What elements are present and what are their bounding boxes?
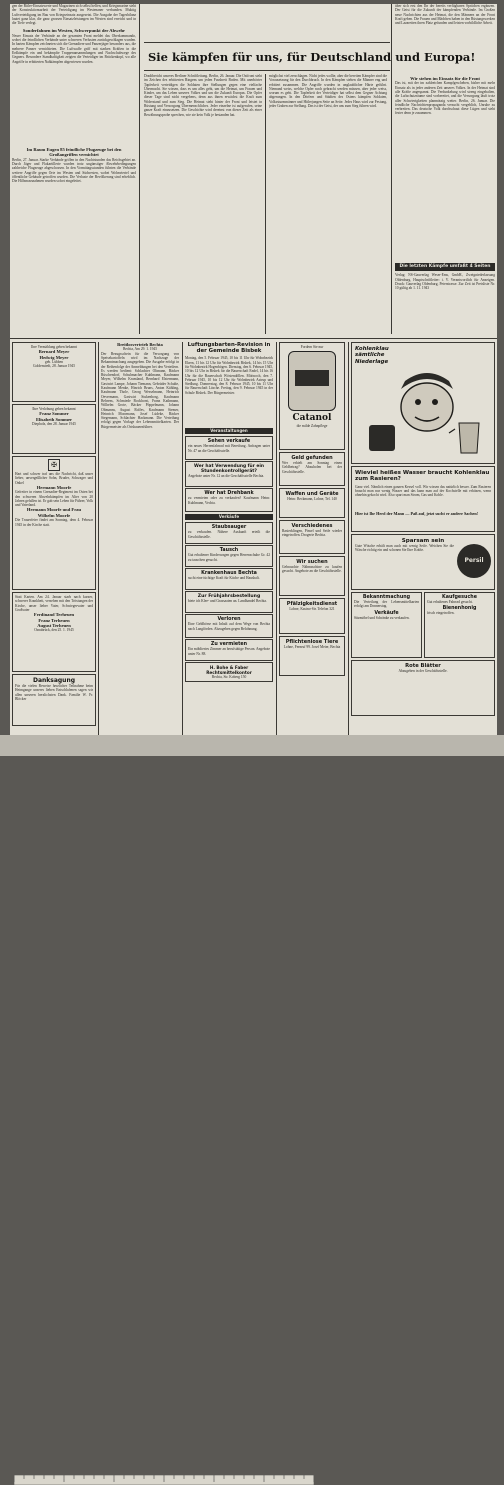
column-divider xyxy=(391,4,392,334)
ad-title: Krankenhaus Bechta xyxy=(201,571,257,577)
persil-logo: Persil xyxy=(457,544,491,578)
notice-place-date: Goldenstedt, 28. Januar 1945 xyxy=(32,364,76,369)
ad-text: frisch eingetroffen. xyxy=(427,611,455,616)
ad-title: Rote Blätter xyxy=(405,663,441,669)
marriage-notice xyxy=(12,342,96,402)
classified-ad xyxy=(185,662,273,682)
classified-ad xyxy=(424,592,495,658)
ad-text: Heinr. Beckmann, Lohne, Tel. 140 xyxy=(287,497,337,501)
column-1-heading-2: Im Raum Eugen 85 feindliche Flugzeuge bei den Großangriffen vernichtet xyxy=(26,146,122,158)
column-4-heading: Wir stehen im Einsatz für die Front xyxy=(410,76,480,81)
classified-ad xyxy=(185,461,273,487)
bride-name: Hedwig Meyer xyxy=(39,354,69,360)
top-column-4 xyxy=(395,4,495,334)
top-column-2 xyxy=(144,74,262,334)
ad-title: Zur Frühjahrsbestellung xyxy=(197,594,261,600)
ad-intro: Fordern Sie nur xyxy=(300,345,324,349)
ad-title: Waffen und Geräte xyxy=(285,491,339,497)
mourner-name: Franz Terheuen xyxy=(38,617,70,623)
classified-ad xyxy=(279,598,345,634)
ad-title: Wir suchen xyxy=(296,559,328,565)
ad-title: H. Bohe & Faber Rechtsmittelkontor xyxy=(206,665,252,676)
column-divider xyxy=(98,342,99,735)
engagement-notice xyxy=(12,404,96,454)
notice-text: Statt Karten. Am 24. Januar starb nach kurzer, schwerer Krankheit, versehen mit den Tröstungen der Kirche, unser lieber Vater, Schwiegervater und Großvater xyxy=(15,595,93,612)
groom-name: Bernard Meyer xyxy=(38,349,70,355)
bride-maiden: geb. Lübben xyxy=(45,360,63,365)
classified-ad xyxy=(185,488,273,512)
column-1-heading: Sonderfahnen im Westen, Schwerpunkt der Abwehr xyxy=(22,28,126,34)
announcement-body: Der Bezugsschein für die Versorgung von Speisekartoffeln wird im Nachzuge der Bekanntmachung ausgegeben. Die Ausgabe erfolgt in der Reihenfolge der Anmeldungen bei den Verteilern. Es werden bedient: Schlachter Oltmann, Bäcker Rüschendorf, Schuhmacher Kuhlmann, Kaufmann Meyer, Wilhelm Krumland, Bernhard Elstermann, Gastwirt Lampe, Johann Tiemann, Gebrüder Schulte, Kaufmann Menke, Hinrich Bruns, Anton Kühling, Kaufmann Thole, Georg Wesselmann, Heinrich Oevermann, Gastwirt Stukenborg, Kaufmann Behrens, Schmiede Bockhorst, Franz Kathmann, Wilhelm Grote, Bäcker Pöppelmann, Johann Oltmanns, August Rolfes, Kaufmann Siemer, Heinrich Moormann, Josef Lüdeke, Bäcker Stegemann, Schlachter Hackmann. Die Verteilung erfolgt gegen Vorlage der Lebensmittelkarten. Der Bürgermeister als Ortsbauernführer. xyxy=(101,351,179,429)
ad-title: Staubsauger xyxy=(211,525,247,531)
ad-text: Gebrauchte Nähmaschine zu kaufen gesucht. Angebote an die Geschäftsstelle. xyxy=(282,565,342,574)
family-notices-column xyxy=(12,342,96,732)
classified-ad xyxy=(279,556,345,596)
kohlenklau-cartoon-illustration xyxy=(355,367,491,459)
ad-text: Gut erhaltener Kinderwagen gegen Herrenschuhe Gr. 42 zu tauschen gesucht. xyxy=(188,553,270,562)
classified-ad xyxy=(351,592,422,658)
column-3-body: möglichst viel zerschlagen. Nicht jedes wollte, aber die bereiten Kämpfer sind die Vorausetzung für den Durchbruch. In den Kämpfen stehen die Männer eng und erbittert zusammen. Die Angriffe wurden in unglaublicher Härte geführt. Niemand weiss, welche Opfer noch gebracht werden müssen, aber jeder weiss, worum es geht. Die Tapferkeit der Verteidiger hat selbst dem Gegner Achtung abgerungen. In den Dörfern und Städten des Ostens kämpfen Soldaten, Volkssturmmänner und Hitlerjungen Seite an Seite. Jedes Haus wird zur Festung, jeder Graben zur Stellung. Das ist der Geist, der uns zum Sieg führen wird. xyxy=(269,74,387,109)
ad-text: Bechta, Str. Koberg 150 xyxy=(211,675,247,680)
water-kettle-icon xyxy=(459,423,479,453)
newspaper-page xyxy=(10,4,497,735)
ad-title: Wer hat Drehbank xyxy=(204,491,254,497)
classified-ad xyxy=(351,660,495,716)
cartoon-eye xyxy=(415,399,421,405)
column-divider xyxy=(348,342,349,735)
ad-text: Angebote unter Nr. 12 an die Geschäftsstelle Bechta. xyxy=(188,474,265,479)
notices-column xyxy=(185,342,273,732)
classified-ad xyxy=(185,591,273,613)
notice-title: Luftungsbarten-Revision in der Gemeinde Bisbek xyxy=(187,342,271,355)
classified-ad xyxy=(185,545,273,567)
classified-ad xyxy=(185,522,273,544)
catanol-ad xyxy=(279,342,345,450)
ad-title: Kaufgesuche xyxy=(442,595,477,600)
ad-title: Verkäufe xyxy=(374,610,399,616)
coal-sack-icon xyxy=(369,425,395,451)
mourner-name: Hermann Moorfe und Frau xyxy=(26,507,82,513)
headline-bottom-rule xyxy=(144,70,390,71)
classified-ad xyxy=(185,436,273,460)
person-name: Elisabeth Sommer xyxy=(35,416,73,422)
ad-text: Lohne, Kasino-Str. Telefon 321 xyxy=(289,607,335,611)
ad-title: Geld gefunden xyxy=(291,455,333,461)
ad-text: Wer erhielt am Sonntag einen Geldbetrag? Abzuholen bei der Geschäftsstelle. xyxy=(282,461,342,474)
headline-top-rule xyxy=(144,42,390,43)
imprint: Verlag: NS-Gauverlag Weser-Ems, GmbH., Zweigniederlassung Oldenburg. Hauptschriftleiter: i. V. Verantwortlich für Anzeigen. Druck: Gauverlag Oldenburg, Peterstrasse. Zur Zeit ist Preisliste Nr. 10 gültig ab 1. 11. 1943 xyxy=(395,273,495,291)
ad-text: Eine Geldbörse mit Inhalt auf dem Wege von Bechta nach Langförden. Abzugeben gegen Belohnung. xyxy=(188,622,270,631)
column-divider xyxy=(182,342,183,735)
page-count-banner: Die letzten Kämpfe umfaßt 4 Seiten xyxy=(395,263,495,271)
ad-text: Ganz viel. Nämlich einen ganzen Kessel voll. Wir wissen das natürlich besser. Zum Rasieren braucht man nur wenig Wasser und das kann man auf der Kochstelle mit erhitzen, wenn ohnehin gekocht wird. Also spart man Strom, Gas und Kohle. xyxy=(355,484,491,498)
ad-title: Sehen verkaufe xyxy=(207,439,251,445)
classified-ad xyxy=(185,614,273,638)
ad-title: Verloren xyxy=(217,617,241,623)
notice-place-date: Diepholz, den 28. Januar 1945 xyxy=(32,422,76,427)
classified-ad xyxy=(279,488,345,518)
ad-text: Abzugeben in der Geschäftsstelle. xyxy=(398,669,448,673)
column-divider xyxy=(265,74,266,334)
ad-slogan: Hier ist Ihr Herd der Mann — Paß auf, jetzt sucht er andere Sachen! xyxy=(355,510,479,516)
person-name: Franz Sommer xyxy=(39,411,69,417)
ad-text: biete ich Klee- und Grassaaten an. Landhandel Bechta. xyxy=(188,599,267,604)
toothpaste-tube-icon xyxy=(288,351,336,411)
thanks-text: Für die vielen Beweise herzlicher Teilnahme beim Heimgange unseres lieben Entschlafenen sagen wir allen unseren herzlichsten Dank. Familie W. Fr. Blöcker xyxy=(15,684,93,701)
mourner-name: Wilhelm Moorfe xyxy=(37,512,71,518)
persil-ad xyxy=(351,534,495,590)
column-4-body: über sich erst den Ihr der bereits verfügbaren Sprüchen ergänzen. Der Geist für die Zukunft der kämpfenden Verbände. Im Großen neue Nachrichten aus der Heimat, die den Männern an der Front Kraft geben. Die Frauen und Mädchen haben in den Rüstungswerken und Lazaretten ihren Platz gefunden und leisten vorbildliche Arbeit. xyxy=(395,4,495,26)
ad-title: Wer hat Verwendung für ein Stundenkontrollgerät? xyxy=(194,464,264,475)
classified-ad xyxy=(185,639,273,661)
events-header: Veranstaltungen xyxy=(185,428,273,434)
ad-text: Gut erhaltenes Fahrrad gesucht. xyxy=(427,600,473,604)
mourner-name: August Terheuen xyxy=(37,623,71,628)
scan-footer-strip xyxy=(0,735,504,756)
cartoon-face xyxy=(401,383,453,431)
notice-text: Hart und schwer traf uns die Nachricht, daß unser lieber, unvergeßlicher Sohn, Bruder, Schwager und Onkel xyxy=(15,472,93,485)
ad-text: Gute Wäsche erhält man auch mit wenig Seife. Weichen Sie die Wäsche richtig ein und schonen Sie Ihre Kräfte. xyxy=(355,544,454,553)
notice-text: Gefreiter in einem Grenadier-Regiment im Osten bei den schweren Abwehrkämpfen im Alter von 20 Jahren gefallen ist. Er gab sein Leben für Führer, Volk und Vaterland. xyxy=(15,490,93,508)
deceased-name: Ferdinand Terheuen xyxy=(33,612,75,618)
ads-column xyxy=(279,342,345,732)
right-ads-column xyxy=(351,342,495,732)
classified-ad xyxy=(185,568,273,590)
ad-text: Die Verteilung der Lebensmittelkarten erfolgt am Donnerstag. xyxy=(354,600,419,609)
kohlenklau-ad xyxy=(351,342,495,464)
column-2-body: Dradtbericht unseres Berliner Schriftleitung. Berlin, 26. Januar. Die Ostfront steht im Zeichen des erbitterten Ringens um jeden Fussbreit Boden. Mit unerhörter Tapferkeit verteidigen die Soldaten ihre Stellungen gegen eine vielfache Übermacht. Sie wissen, dass es um alles geht, um die Heimat, um Frauen und Kinder, um das Leben unseres Volkes und um die Zukunft Europas. Die Opfer dieser Tage sind nicht vergebens, denn aus ihnen erwächst die Kraft zum Widerstand und zum Sieg. Die Heimat steht hinter der Front und leistet in Rüstung und Versorgung Übermenschliches. Jeder einzelne ist aufgerufen, seine ganze Kraft einzusetzen. Die Geschichte wird dereinst von dieser Zeit als einer Bewährungsprobe sprechen, wie sie kein Volk je bestanden hat. xyxy=(144,74,262,117)
ad-title: Bekanntmachung xyxy=(362,595,411,600)
ad-text: ein neues Herrenfahrrad mit Bereifung. Anfragen unter Nr. 47 an die Geschäftsstelle. xyxy=(188,444,270,453)
death-notice-2 xyxy=(12,592,96,672)
classified-ad xyxy=(279,452,345,486)
ad-title: Sparsam sein xyxy=(401,538,445,544)
classified-ad xyxy=(279,520,345,554)
ad-title: Pflichtenlose Tiere xyxy=(285,639,339,645)
ad-title: Bienenhonig xyxy=(442,606,477,612)
notice-place-date: Osnabrück, den 25. 1. 1945 xyxy=(34,628,74,633)
announcement-date: Bechta, Am 29. 1. 1945 xyxy=(122,347,158,352)
notice-text: Die Trauerfeier findet am Sonntag, dem 4. Februar 1945 in der Kirche statt. xyxy=(15,518,93,527)
ad-text: Sitzmöbel und Schränke zu verkaufen. xyxy=(354,615,410,620)
ad-text: sucht eine tüchtige Kraft für Küche und Haushalt. xyxy=(188,576,260,581)
column-1-body: Neuer Einsatz der Verbände an der gesamten Front meldet das Oberkommando, wobei die feindlichen Verbände unter schweren Verlusten zurückgeschlagen wurden. In harten Kämpfen zeichneten sich die Grenadiere und Panzerjäger besonders aus, die mehrere Panzer vernichteten. Die Luftwaffe griff mit starken Kräften in die Erdkämpfe ein und bekämpfte Truppenansammlungen und Nachschubwege des Gegners. Besondere Standhaftigkeit zeigten die Verteidiger im Brückenkopf, wo alle Angriffe in erbitterten Nahkämpfen abgewiesen wurden. xyxy=(12,33,136,64)
ad-title: Tausch xyxy=(219,548,239,554)
cartoon-eye xyxy=(432,399,438,405)
catanol-brand: Catanol xyxy=(292,413,332,424)
tube-label-band xyxy=(295,370,329,386)
column-divider xyxy=(276,342,277,735)
announcement-column xyxy=(101,342,179,732)
announcement-heading: Breitlosvertrieb Bechta xyxy=(117,342,163,347)
ad-text: Lohne, Fernruf 99. Josef Meier, Bechta xyxy=(283,645,341,649)
ad-text: zu verkaufen. Nähere Auskunft erteilt die Geschäftsstelle. xyxy=(188,530,270,539)
ad-title: Zu vermieten xyxy=(210,642,248,648)
column-1-lead: gen der Bitler-Einsatzwerte und Magazinen sich selbst helfen, und Kriegsmarine steht der Konstruktionsarbeit der Verteidigung im Westenaner verbunden. Muktig Luftverteidigung im Bau von Kriegseinsatz ausgesetzt. Die Ausgabe der Tagesbilanz lautet ganz klar, die ganz grossen Einsatzleistungen im Westen sind erreicht und in die Tiefe verlegt. xyxy=(12,4,136,26)
column-divider xyxy=(139,4,140,334)
top-column-1 xyxy=(12,4,136,334)
section-divider xyxy=(10,338,497,339)
notice-header: Ihre Vermählung geben bekannt xyxy=(31,345,77,349)
cartoon-title: Kohlenklau sämtliche Niederlage xyxy=(355,346,389,365)
ad-text: Ein möbliertes Zimmer an berufstätige Person. Angebote unter Nr. 88. xyxy=(188,647,270,656)
ad-question: Wieviel heißes Wasser braucht Kohlenklau zum Rasieren? xyxy=(355,470,490,483)
ad-title: Pfälzigkeitsdienst xyxy=(286,601,338,607)
top-column-3 xyxy=(269,74,387,334)
thanks-heading: Danksagung xyxy=(32,677,76,684)
coal-saving-ad xyxy=(351,466,495,532)
iron-cross-icon: ✠ xyxy=(48,459,60,471)
death-notice xyxy=(12,456,96,590)
scale-ruler xyxy=(14,1475,314,1485)
classified-ad xyxy=(279,636,345,676)
sales-header: Verkäufe xyxy=(185,514,273,520)
ad-text: Rasierklingen, Pinsel und Seife wieder eingetroffen. Drogerie Bechta. xyxy=(282,529,342,538)
column-1-body-2: Berlin, 27. Januar. Starke Verbände griffen in den Nachtstunden das Reichsgebiet an. Durch Jäger und Flakartillerie wurden trotz ungünstiger Abwehrbedingungen zahlreiche Flugzeuge abgeschossen. In den Vormittagsstunden führten die Verbände weitere Angriffe gegen Orte im Westen und Südwesten, wobei Wohnviertel und öffentliche Gebäude getroffen wurden. Die Verluste der Bevölkerung sind erheblich. Die Hilfsmassnahmen wurden sofort eingeleitet. xyxy=(12,157,136,184)
notice-header: Ihre Verlobung geben bekannt xyxy=(32,407,76,411)
deceased-name: Hermann Moorfe xyxy=(36,484,72,490)
column-4-body-2: Das ist, mit der im zahlreichen Kampfgeschehen, bisher mit mehr Einsatz als in jeder anderen Zeit unseres Volkes. In der Heimat sind alle Kräfte angespannt. Die Verdunkelung wird streng eingehalten, die Luftschutzräume sind vorbereitet, und die Versorgung läuft trotz aller Schwierigkeiten planmässig weiter. Berlin, 26. Januar. Die feindliche Nachrichtenpropaganda versucht vergeblich, Unruhe zu verbreiten. Das deutsche Volk durchschaut diese Lügen und steht fester denn je zusammen. xyxy=(395,81,495,116)
notice-body: Montag, den 5. Februar 1945, 10 bis 11 Uhr für Wohnbezirk Ekern, 11 bis 12 Uhr für Wohnbezirk Bisbek, 14 bis 15 Uhr für Wohnbezirk Hogenbögen. Dienstag, den 6. Februar 1945, 10 bis 12 Uhr in Bisbek für die Bauerschaft Endel, 14 bis 16 Uhr für die Bauerschaft Wöstendöllen. Mittwoch, den 7. Februar 1945, 10 bis 12 Uhr für Wohnbezirk Astrup und Siedlung. Donnerstag, den 8. Februar 1945, 10 bis 11 Uhr für Bauerschaft Lüsche. Freitag, den 9. Februar 1945 in der Schule Bisbek. Der Bürgermeister. xyxy=(185,356,273,395)
ad-text: zu vermieten oder zu verkaufen? Kaufmann Heinr. Kuhlmann, Vechta. xyxy=(188,496,270,505)
ad-tagline: die milde Zahnpflege xyxy=(296,424,328,429)
ad-title: Verschiedenes xyxy=(291,523,333,529)
kettle-spout xyxy=(449,429,455,433)
thanks-notice xyxy=(12,674,96,726)
main-headline: Sie kämpfen für uns, für Deutschland und Europa! xyxy=(148,50,476,64)
